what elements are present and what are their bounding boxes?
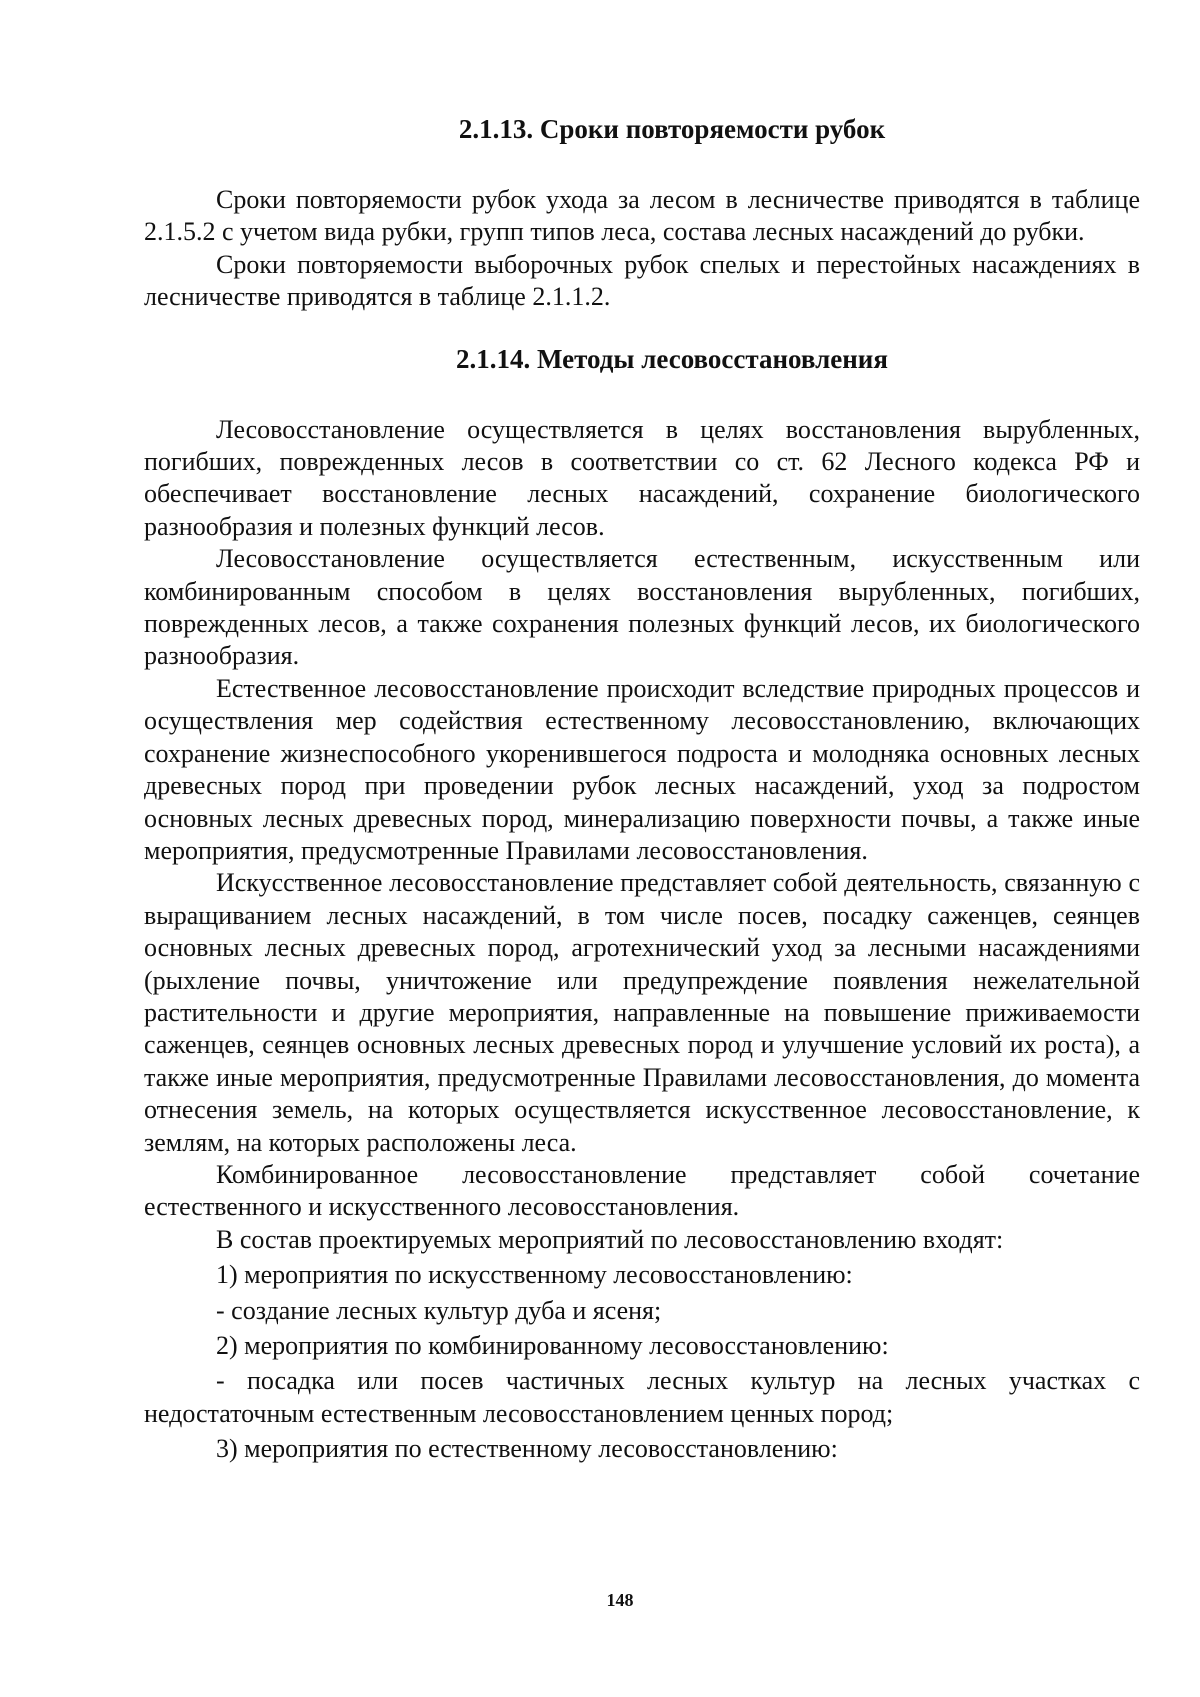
paragraph: Сроки повторяемости рубок ухода за лесом в лесничестве приводятся в таблице 2.1.5.2 с учетом вида рубки, групп типов леса, состава лесных насаждений до рубки.: [144, 185, 1140, 247]
paragraph: Сроки повторяемости выборочных рубок спелых и перестойных насаждениях в лесничестве приводятся в таблице 2.1.1.2.: [144, 249, 1140, 312]
list-item: - посадка или посев частичных лесных культур на лесных участках с недостаточным естественным лесовосстановлением ценных пород;: [144, 1366, 1140, 1428]
list-item: - создание лесных культур дуба и ясеня;: [216, 1295, 662, 1325]
list-intro: В состав проектируемых мероприятий по лесовосстановлению входят:: [216, 1224, 1004, 1254]
list-item: 3) мероприятия по естественному лесовосстановлению:: [216, 1434, 838, 1464]
paragraph: Лесовосстановление осуществляется в целях восстановления вырубленных, погибших, поврежденных лесов в соответствии со ст. 62 Лесного кодекса РФ и обеспечивает восстановление лесных насаждений, сохранение биологического разнообразия и полезных функций лесов.: [144, 414, 1140, 541]
paragraph: Естественное лесовосстановление происходит вследствие природных процессов и осуществления мер содействия естественному лесовосстановлению, включающих сохранение жизнеспособного укоренившегося подроста и молодняка основных лесных древесных пород при проведении рубок лесных насаждений, уход за подростом основных лесных древесных пород, минерализацию поверхности почвы, а также иные мероприятия, предусмотренные Правилами лесовосстановления.: [144, 673, 1140, 865]
page-content: [144, 112, 1140, 1466]
list-item: 1) мероприятия по искусственному лесовосстановлению:: [216, 1260, 853, 1290]
section-heading-2-1-14: 2.1.14. Методы лесовосстановления: [456, 343, 888, 374]
paragraph: Комбинированное лесовосстановление представляет собой сочетание естественного и искусственного лесовосстановления.: [144, 1159, 1140, 1222]
section-heading-2-1-13: 2.1.13. Сроки повторяемости рубок: [458, 114, 886, 144]
paragraph: Лесовосстановление осуществляется естественным, искусственным или комбинированным способом в целях восстановления вырубленных, погибших, поврежденных лесов, а также сохранения полезных функций лесов, их биологического разнообразия.: [144, 544, 1140, 671]
list-item: 2) мероприятия по комбинированному лесовосстановлению:: [216, 1331, 889, 1360]
paragraph: Искусственное лесовосстановление представляет собой деятельность, связанную с выращиванием лесных насаждений, в том числе посев, посадку саженцев, сеянцев основных лесных древесных пород, агротехнический уход за лесными насаждениями (рыхление почвы, уничтожение или предупреждение появления нежелательной растительности и другие мероприятия, направленные на повышение приживаемости саженцев, сеянцев основных лесных древесных пород и улучшение условий их роста), а также иные мероприятия, предусмотренные Правилами лесовосстановления, до момента отнесения земель, на которых осуществляется искусственное лесовосстановление, к землям, на которых расположены леса.: [144, 868, 1140, 1157]
page-number: 148: [606, 1590, 634, 1610]
